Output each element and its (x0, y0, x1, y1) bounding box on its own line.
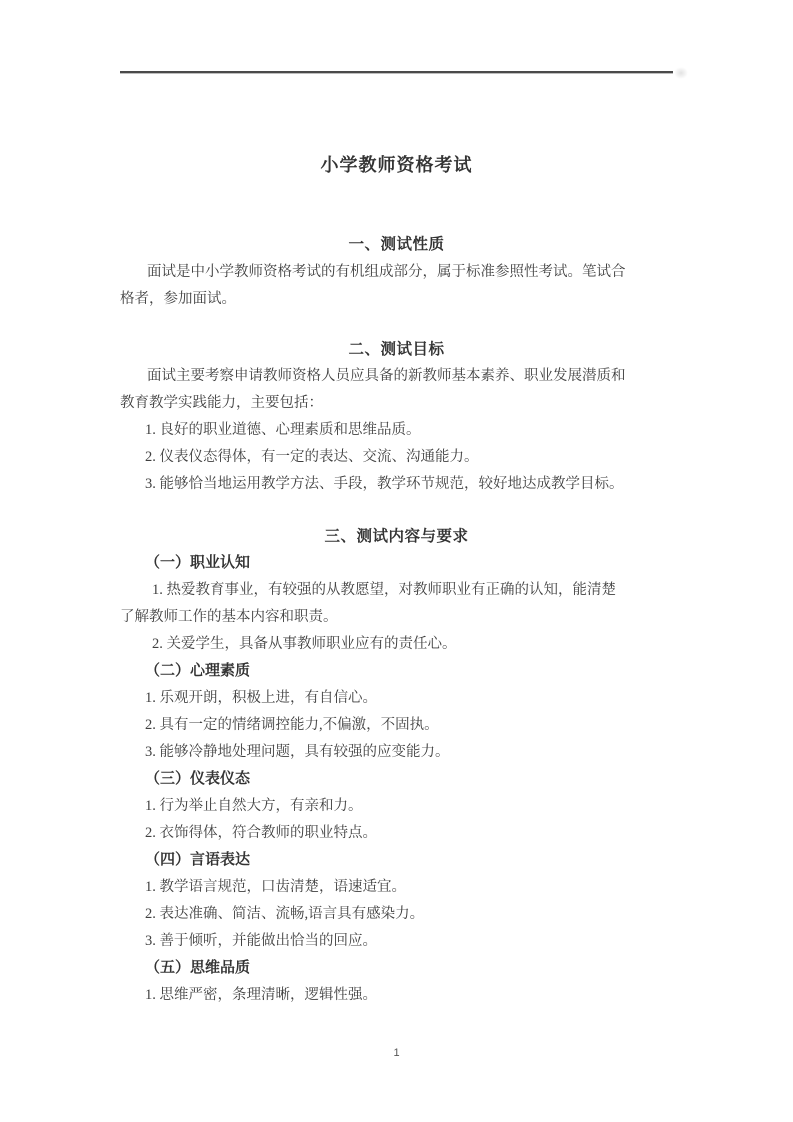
list-item: 3. 能够恰当地运用教学方法、手段，教学环节规范，较好地达成教学目标。 (145, 476, 624, 492)
list-item: 2. 表达准确、简洁、流畅,语言具有感染力。 (145, 906, 425, 922)
subsection-heading-3: （三）仪表仪态 (145, 771, 251, 787)
list-item: 2. 具有一定的情绪调控能力,不偏激，不固执。 (145, 717, 439, 733)
list-item: 3. 能够冷静地处理问题，具有较强的应变能力。 (145, 744, 450, 760)
paragraph-line: 了解教师工作的基本内容和职责。 (120, 609, 338, 625)
list-item: 2. 仪表仪态得体，有一定的表达、交流、沟通能力。 (145, 449, 479, 465)
header-rule (120, 71, 673, 74)
list-item: 2. 关爱学生，具备从事教师职业应有的责任心。 (152, 636, 457, 652)
paragraph-line: 面试主要考察申请教师资格人员应具备的新教师基本素养、职业发展潜质和 (147, 368, 626, 384)
list-item: 2. 衣饰得体，符合教师的职业特点。 (145, 825, 377, 841)
list-item: 1. 乐观开朗，积极上进，有自信心。 (145, 690, 377, 706)
list-item: 1. 热爱教育事业，有较强的从教愿望，对教师职业有正确的认知，能清楚 (152, 582, 616, 598)
list-item: 1. 教学语言规范，口齿清楚，语速适宜。 (145, 879, 406, 895)
list-item: 3. 善于倾听，并能做出恰当的回应。 (145, 933, 377, 949)
subsection-heading-1: （一）职业认知 (145, 555, 251, 571)
list-item: 1. 良好的职业道德、心理素质和思维品质。 (145, 422, 421, 438)
paragraph-line: 教育教学实践能力，主要包括： (120, 395, 323, 411)
list-item: 1. 行为举止自然大方，有亲和力。 (145, 798, 363, 814)
subsection-heading-5: （五）思维品质 (145, 960, 251, 976)
section-heading-1: 一、测试性质 (348, 236, 445, 253)
subsection-heading-2: （二）心理素质 (145, 663, 251, 679)
subsection-heading-4: （四）言语表达 (145, 852, 251, 868)
section-heading-2: 二、测试目标 (348, 341, 445, 358)
paragraph-line: 格者，参加面试。 (120, 291, 236, 307)
page-number: 1 (393, 1047, 400, 1059)
page-title: 小学教师资格考试 (320, 155, 473, 175)
list-item: 1. 思维严密，条理清晰，逻辑性强。 (145, 987, 377, 1003)
faint-artifact (674, 67, 688, 79)
section-heading-3: 三、测试内容与要求 (324, 528, 469, 545)
paragraph-line: 面试是中小学教师资格考试的有机组成部分，属于标准参照性考试。笔试合 (147, 264, 626, 280)
